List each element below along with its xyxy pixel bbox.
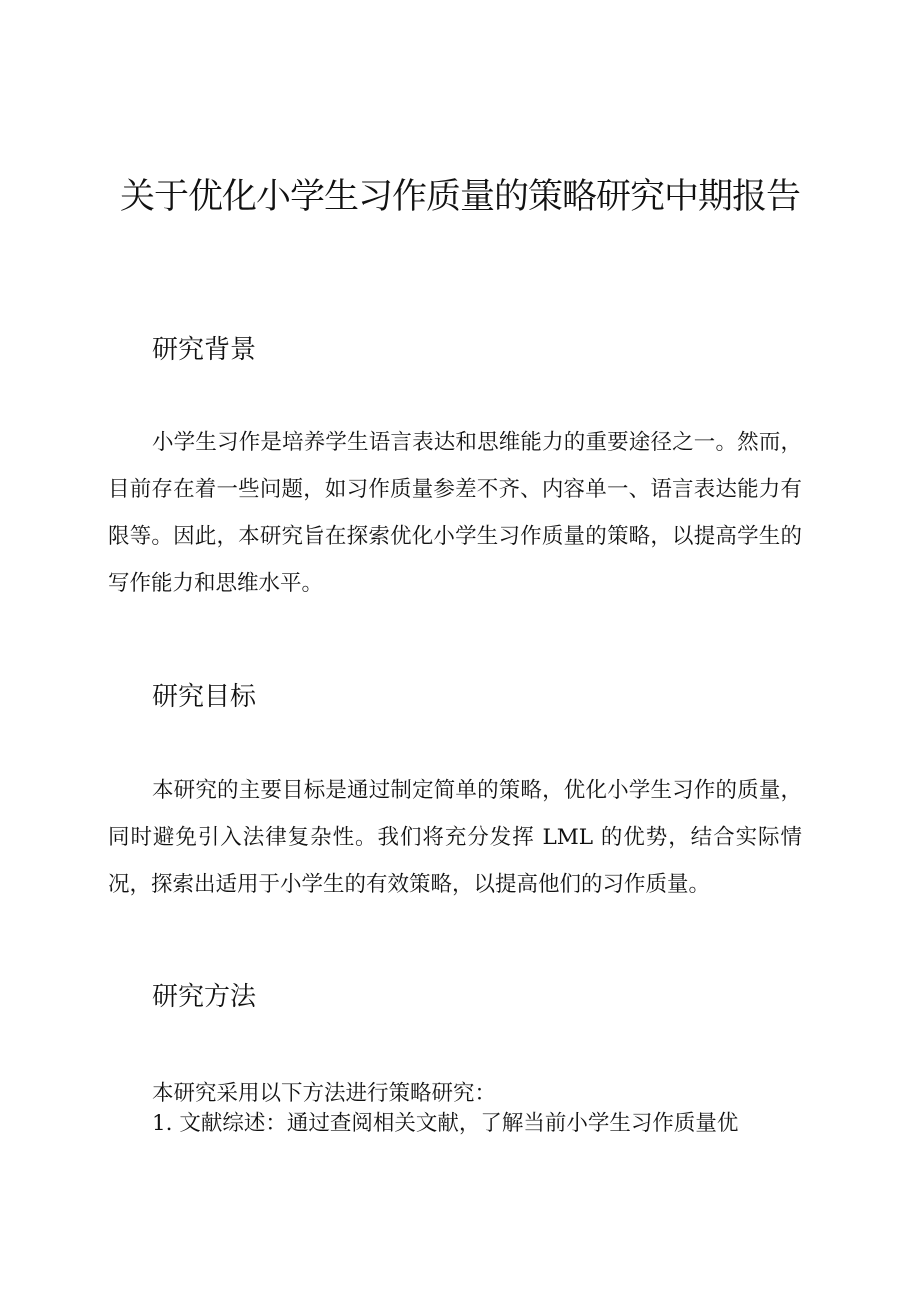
document-title: 关于优化小学生习作质量的策略研究中期报告 — [119, 177, 800, 217]
section-paragraph-background: 小学生习作是培养学生语言表达和思维能力的重要途径之一。然而，目前存在着一些问题，如习作质量参差不齐、内容单一、语言表达能力有限等。因此，本研究旨在探索优化小学生习作质量的策略，以提高学生的写作能力和思维水平。 — [108, 430, 802, 596]
methods-intro: 本研究采用以下方法进行策略研究： — [152, 1081, 497, 1106]
section-heading-background: 研究背景 — [152, 335, 257, 365]
section-heading-goals: 研究目标 — [152, 682, 257, 712]
section-heading-methods: 研究方法 — [152, 982, 257, 1012]
methods-list-item: 1. 文献综述：通过查阅相关文献，了解当前小学生习作质量优 — [152, 1111, 739, 1136]
section-paragraph-goals: 本研究的主要目标是通过制定简单的策略，优化小学生习作的质量，同时避免引入法律复杂性。我们将充分发挥 LML 的优势，结合实际情况，探索出适用于小学生的有效策略，以提高他们的习作质量。 — [108, 778, 802, 897]
